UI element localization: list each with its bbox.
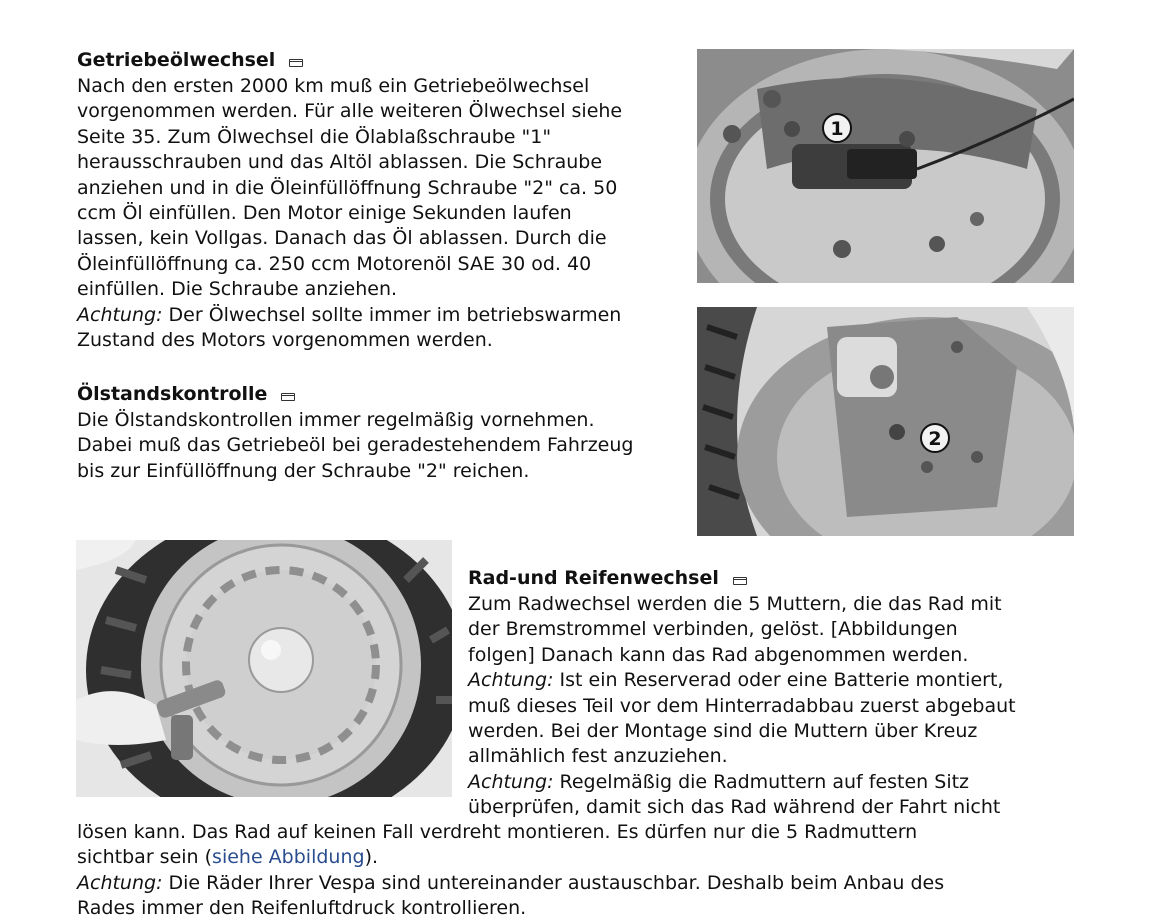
- text-fragment: sichtbar sein (: [77, 846, 213, 869]
- photo-filler-plug: [697, 307, 1074, 536]
- marker-1: 1: [830, 118, 844, 140]
- text-line: Rades immer den Reifenluftdruck kontrollieren.: [77, 897, 527, 920]
- text-line: Zum Radwechsel werden die 5 Muttern, die das Rad mit: [468, 593, 1002, 615]
- text-line: Dabei muß das Getriebeöl bei geradestehendem Fahrzeug: [77, 434, 634, 457]
- drain-plug-illustration: [697, 49, 1074, 283]
- text-line: lösen kann. Das Rad auf keinen Fall verdreht montieren. Es dürfen nur die 5 Radmuttern: [77, 821, 918, 843]
- rad-note-1: [468, 668, 1016, 693]
- anchor-link-icon[interactable]: [289, 59, 303, 67]
- see-illustration-link[interactable]: siehe Abbildung: [212, 846, 365, 869]
- text-line: überprüfen, damit sich das Rad während der Fahrt nicht: [468, 796, 1001, 819]
- text-line: muß dieses Teil vor dem Hinterradabbau zuerst abgebaut: [468, 694, 1016, 717]
- marker-2: 2: [928, 428, 942, 450]
- text-line: anziehen und in die Öleinfüllöffnung Schraube "2" ca. 50: [77, 176, 618, 199]
- note-text: Die Räder Ihrer Vespa sind untereinander austauschbar. Deshalb beim Anbau des: [162, 871, 945, 894]
- rad-note-2: [468, 770, 1016, 795]
- note-text: Ist ein Reserverad oder eine Batterie montiert,: [553, 669, 1004, 692]
- getriebe-heading-text: Getriebeölwechsel: [77, 49, 276, 71]
- note-label: Achtung:: [77, 871, 163, 894]
- text-fragment: ).: [364, 846, 379, 869]
- text-line: lassen, kein Vollgas. Danach das Öl ablassen. Durch die: [77, 227, 607, 250]
- getriebe-heading: [77, 48, 303, 73]
- text-line: allmählich fest anzuziehen.: [468, 745, 728, 768]
- text-line: folgen] Danach kann das Rad abgenommen werden.: [468, 643, 969, 666]
- text-line: Die Ölstandskontrollen immer regelmäßig vornehmen.: [77, 409, 595, 431]
- text-line-with-link: [77, 845, 944, 870]
- text-line: Seite 35. Zum Ölwechsel die Ölablaßschraube "1": [77, 125, 552, 148]
- text-line: vorgenommen werden. Für alle weiteren Ölwechsel siehe: [77, 100, 623, 123]
- anchor-link-icon[interactable]: [733, 577, 747, 585]
- text-line: werden. Bei der Montage sind die Muttern über Kreuz: [468, 720, 978, 743]
- text-line: Öleinfüllöffnung ca. 250 ccm Motorenöl SAE 30 od. 40: [77, 252, 592, 275]
- wheel-illustration: [76, 540, 452, 797]
- rad-heading: [468, 566, 747, 591]
- text-line: bis zur Einfüllöffnung der Schraube "2" reichen.: [77, 459, 530, 482]
- oelstand-heading: [77, 382, 295, 407]
- note-text: Regelmäßig die Radmuttern auf festen Sitz: [553, 770, 970, 793]
- note-label: Achtung:: [77, 303, 163, 326]
- oelstand-paragraph: [77, 408, 633, 484]
- getriebe-note: [77, 303, 622, 328]
- oelstand-heading-text: Ölstandskontrolle: [77, 383, 268, 405]
- note-label: Achtung:: [468, 669, 554, 692]
- text-line: ccm Öl einfüllen. Den Motor einige Sekunden laufen: [77, 202, 572, 225]
- anchor-link-icon[interactable]: [281, 393, 295, 401]
- rad-paragraph: [468, 592, 1016, 821]
- rad-heading-text: Rad-und Reifenwechsel: [468, 567, 719, 589]
- filler-plug-illustration: [697, 307, 1074, 536]
- text-line: einfüllen. Die Schraube anziehen.: [77, 278, 398, 301]
- getriebe-paragraph: [77, 74, 622, 353]
- text-line: Nach den ersten 2000 km muß ein Getriebeölwechsel: [77, 75, 590, 97]
- rad-note-3: [77, 871, 944, 896]
- photo-drain-plug: [697, 49, 1074, 283]
- note-text: Der Ölwechsel sollte immer im betriebswarmen: [162, 303, 622, 326]
- text-line: der Bremstrommel verbinden, gelöst. [Abbildungen: [468, 618, 958, 641]
- text-line: herausschrauben und das Altöl ablassen. Die Schraube: [77, 151, 603, 174]
- note-label: Achtung:: [468, 770, 554, 793]
- rad-paragraph-continued: [77, 820, 944, 922]
- text-line: Zustand des Motors vorgenommen werden.: [77, 329, 493, 352]
- photo-wheel-change: [76, 540, 452, 797]
